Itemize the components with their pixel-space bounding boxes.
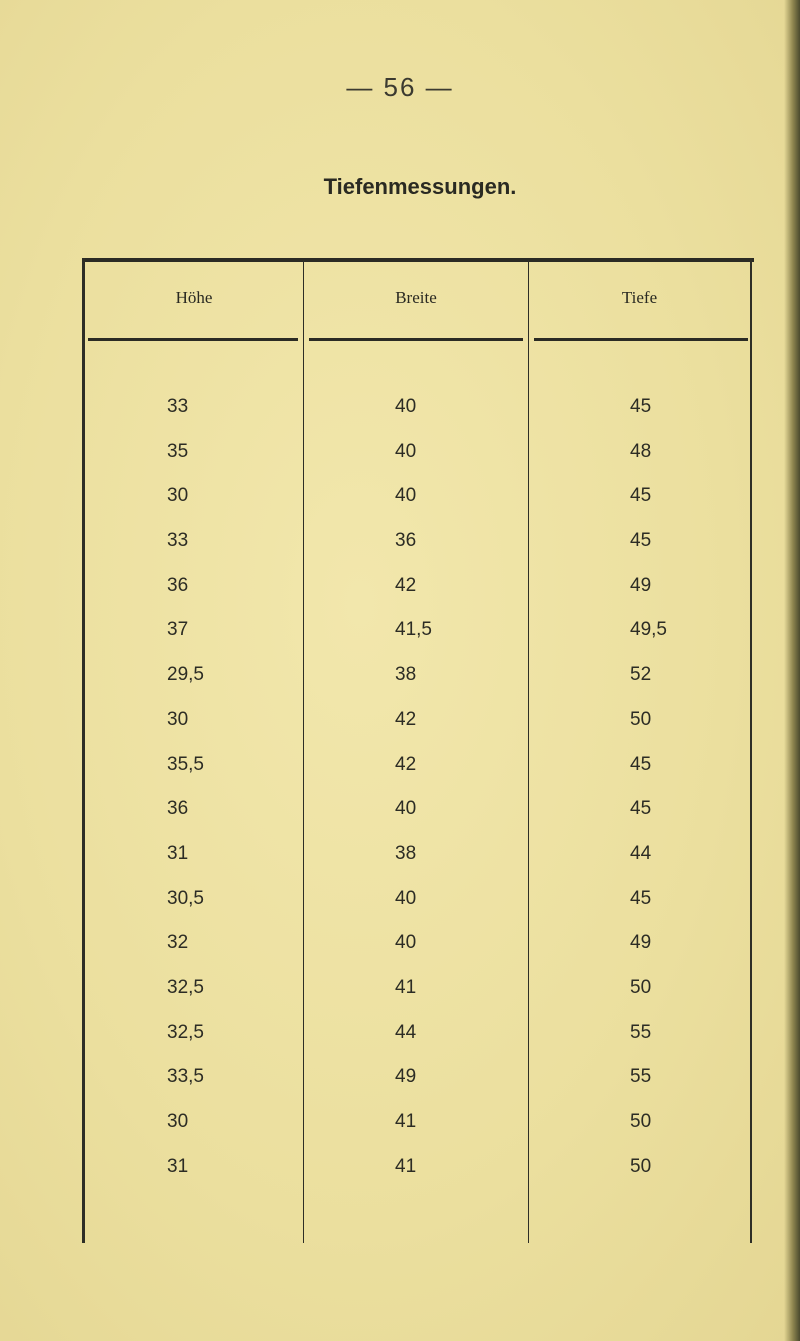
cell-breite: 42 (395, 708, 417, 730)
cell-tiefe: 49,5 (630, 619, 667, 641)
cell-hoehe: 36 (167, 798, 189, 820)
table-top-rule (82, 258, 754, 262)
table-body (82, 392, 752, 1196)
table-row (82, 1018, 752, 1063)
cell-hoehe: 31 (167, 1155, 189, 1177)
table-row (82, 392, 752, 437)
cell-tiefe: 50 (630, 1155, 652, 1177)
table-row (82, 973, 752, 1018)
cell-tiefe: 49 (630, 932, 652, 954)
cell-tiefe: 55 (630, 1066, 652, 1088)
cell-breite: 40 (395, 440, 417, 462)
cell-breite: 36 (395, 530, 417, 552)
cell-breite: 41,5 (395, 619, 432, 641)
cell-breite: 41 (395, 976, 417, 998)
cell-hoehe: 31 (167, 842, 189, 864)
cell-tiefe: 45 (630, 396, 652, 417)
table-row (82, 1062, 752, 1107)
cell-tiefe: 50 (630, 976, 652, 998)
cell-tiefe: 45 (630, 753, 652, 775)
cell-tiefe: 44 (630, 842, 652, 864)
measurement-table (82, 258, 756, 1243)
table-row (82, 750, 752, 795)
cell-tiefe: 45 (630, 798, 652, 820)
cell-breite: 41 (395, 1111, 417, 1132)
cell-tiefe: 45 (630, 887, 652, 909)
column-header-breite: Breite (395, 288, 437, 307)
cell-breite: 40 (395, 887, 417, 909)
cell-breite: 40 (395, 396, 417, 417)
cell-hoehe: 37 (167, 619, 189, 641)
cell-hoehe: 32,5 (167, 976, 204, 998)
table-row (82, 1152, 752, 1197)
table-row (82, 481, 752, 526)
cell-hoehe: 30 (167, 1111, 189, 1132)
cell-tiefe: 45 (630, 530, 652, 552)
table-row (82, 615, 752, 660)
table-row (82, 884, 752, 929)
column-header-hoehe: Höhe (175, 288, 213, 307)
cell-tiefe: 52 (630, 664, 652, 686)
table-row (82, 839, 752, 884)
cell-hoehe: 30 (167, 485, 189, 507)
page-edge-shadow (784, 0, 800, 1341)
cell-hoehe: 35 (167, 440, 189, 462)
table-row (82, 660, 752, 705)
cell-hoehe: 29,5 (167, 664, 204, 686)
cell-hoehe: 36 (167, 574, 189, 596)
table-row (82, 928, 752, 973)
cell-hoehe: 32,5 (167, 1021, 204, 1043)
page-number: — 56 — (346, 72, 454, 102)
table-row (82, 794, 752, 839)
header-rule-1 (88, 338, 298, 341)
cell-breite: 49 (395, 1066, 417, 1088)
table-row (82, 437, 752, 482)
cell-breite: 38 (395, 664, 417, 686)
cell-breite: 41 (395, 1155, 417, 1177)
page-title: Tiefenmessungen. (323, 174, 517, 199)
header-rule-2 (309, 338, 523, 341)
cell-hoehe: 33 (167, 530, 189, 552)
cell-tiefe: 45 (630, 485, 652, 507)
cell-breite: 40 (395, 485, 417, 507)
cell-hoehe: 32 (167, 932, 189, 954)
cell-hoehe: 30,5 (167, 887, 204, 909)
cell-tiefe: 48 (630, 440, 652, 462)
table-row (82, 571, 752, 616)
cell-tiefe: 55 (630, 1021, 652, 1043)
cell-hoehe: 35,5 (167, 753, 204, 775)
table-row (82, 705, 752, 750)
cell-hoehe: 33,5 (167, 1066, 204, 1088)
cell-tiefe: 50 (630, 708, 652, 730)
column-header-tiefe: Tiefe (621, 288, 658, 307)
cell-hoehe: 30 (167, 708, 189, 730)
cell-tiefe: 49 (630, 574, 652, 596)
cell-breite: 44 (395, 1021, 417, 1043)
cell-tiefe: 50 (630, 1111, 652, 1132)
cell-breite: 38 (395, 842, 417, 864)
header-rule-3 (534, 338, 748, 341)
cell-hoehe: 33 (167, 396, 189, 417)
cell-breite: 40 (395, 798, 417, 820)
cell-breite: 42 (395, 574, 417, 596)
table-row (82, 1107, 752, 1152)
cell-breite: 42 (395, 753, 417, 775)
table-row (82, 526, 752, 571)
cell-breite: 40 (395, 932, 417, 954)
